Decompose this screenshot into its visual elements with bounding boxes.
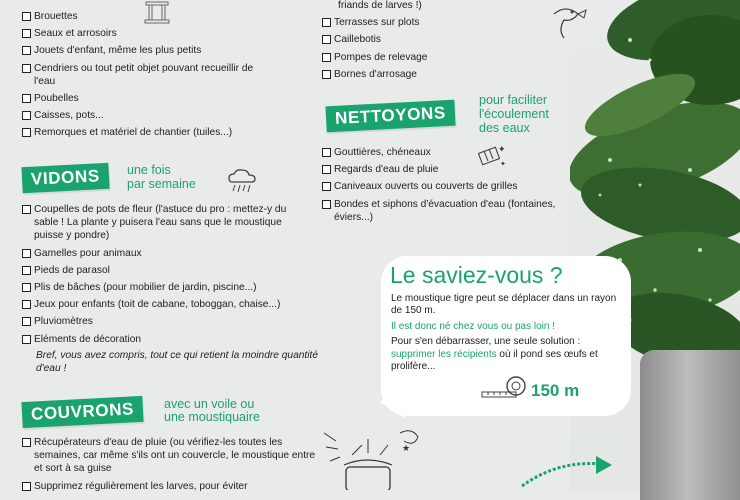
top-list <box>22 10 302 144</box>
nettoyons-subtitle-1: pour faciliter <box>479 93 548 107</box>
vidons-list <box>22 203 332 375</box>
list-item: Gouttières, chéneaux <box>322 146 562 159</box>
list-item: Gamelles pour animaux <box>22 247 332 260</box>
svg-text:✦: ✦ <box>500 160 506 168</box>
tape-measure-icon <box>480 374 530 402</box>
saviez-vous-text <box>391 293 626 373</box>
saviez-line-2: Il est donc né chez vous ou pas loin ! <box>391 320 555 332</box>
nettoyons-subtitle-3: des eaux <box>479 121 530 135</box>
fish-sketch-illustration <box>548 0 590 42</box>
list-item: Pluviomètres <box>22 315 332 328</box>
list-item: Caillebotis <box>322 33 572 46</box>
list-item: Brouettes <box>22 10 302 23</box>
saviez-line-3c: où il pond ses œufs et prolifère... <box>391 348 598 373</box>
pillar-icon <box>143 0 171 24</box>
vidons-note: Bref, vous avez compris, tout ce qui retient la moindre quantité d'eau ! <box>36 349 318 375</box>
plant-pot <box>640 350 740 500</box>
distance-label: 150 m <box>531 381 580 400</box>
nettoyons-list <box>322 146 562 228</box>
list-item: Pompes de relevage <box>322 51 572 64</box>
list-item: Jouets d'enfant, même les plus petits <box>22 44 302 57</box>
list-item: Cendriers ou tout petit objet pouvant recueillir de l'eau <box>22 62 254 88</box>
saviez-line-3 <box>391 336 623 373</box>
saviez-line-3a: Pour s'en débarrasser, une seule solution : <box>391 336 581 348</box>
couvrons-subtitle-1: avec un voile ou <box>164 397 255 411</box>
couvrons-banner: COUVRONS <box>21 396 143 428</box>
saviez-vous-title: Le saviez-vous ? <box>390 262 563 288</box>
middle-top-list <box>322 0 572 85</box>
list-item: Récupérateurs d'eau de pluie (ou vérifiez-les toutes les semaines, car même s'ils ont un couvercle, le moustique entre et sort à sa guise <box>22 436 318 476</box>
saviez-line-3b: supprimer les récipients <box>391 348 497 360</box>
list-item: Bondes et siphons d'évacuation d'eau (fontaines, éviers...) <box>322 198 560 224</box>
list-item: Pieds de parasol <box>22 264 332 277</box>
list-item: Regards d'eau de pluie <box>322 163 562 176</box>
rain-barrel-illustration <box>322 425 432 490</box>
list-item: Supprimez régulièrement les larves, pour éviter <box>22 480 322 493</box>
list-item: Poubelles <box>22 92 302 105</box>
vidons-subtitle-2: par semaine <box>127 177 196 191</box>
vidons-subtitle-1: une fois <box>127 163 171 177</box>
nettoyons-banner: NETTOYONS <box>325 100 455 133</box>
nettoyons-subtitle-2: l'écoulement <box>479 107 549 121</box>
couvrons-subtitle-2: une moustiquaire <box>164 410 260 424</box>
svg-text:✦: ✦ <box>498 145 506 155</box>
couvrons-list <box>22 436 322 497</box>
green-arrow-icon <box>518 452 618 490</box>
saviez-line-1: Le moustique tigre peut se déplacer dans un rayon de 150 m. <box>391 293 617 317</box>
list-item: Eléments de décoration <box>22 333 332 346</box>
list-item: Seaux et arrosoirs <box>22 27 302 40</box>
list-item: Coupelles de pots de fleur (l'astuce du pro : mettez-y du sable ! La plante y puisera l'eau sans que le moustique puisse y pondre) <box>22 203 312 243</box>
list-item: Caisses, pots... <box>22 109 302 122</box>
list-item: Plis de bâches (pour mobilier de jardin, piscine...) <box>22 281 332 294</box>
list-item: Terrasses sur plots <box>322 16 572 29</box>
partial-text: friands de larves !) <box>338 0 422 11</box>
rain-cloud-icon <box>226 168 260 194</box>
list-item: Bornes d'arrosage <box>322 68 572 81</box>
list-item: Remorques et matériel de chantier (tuiles...) <box>22 126 302 139</box>
svg-text:★: ★ <box>402 444 411 454</box>
list-item: Jeux pour enfants (toit de cabane, toboggan, chaise...) <box>22 298 332 311</box>
vidons-banner: VIDONS <box>21 163 109 194</box>
list-item: Caniveaux ouverts ou couverts de grilles <box>322 180 562 193</box>
